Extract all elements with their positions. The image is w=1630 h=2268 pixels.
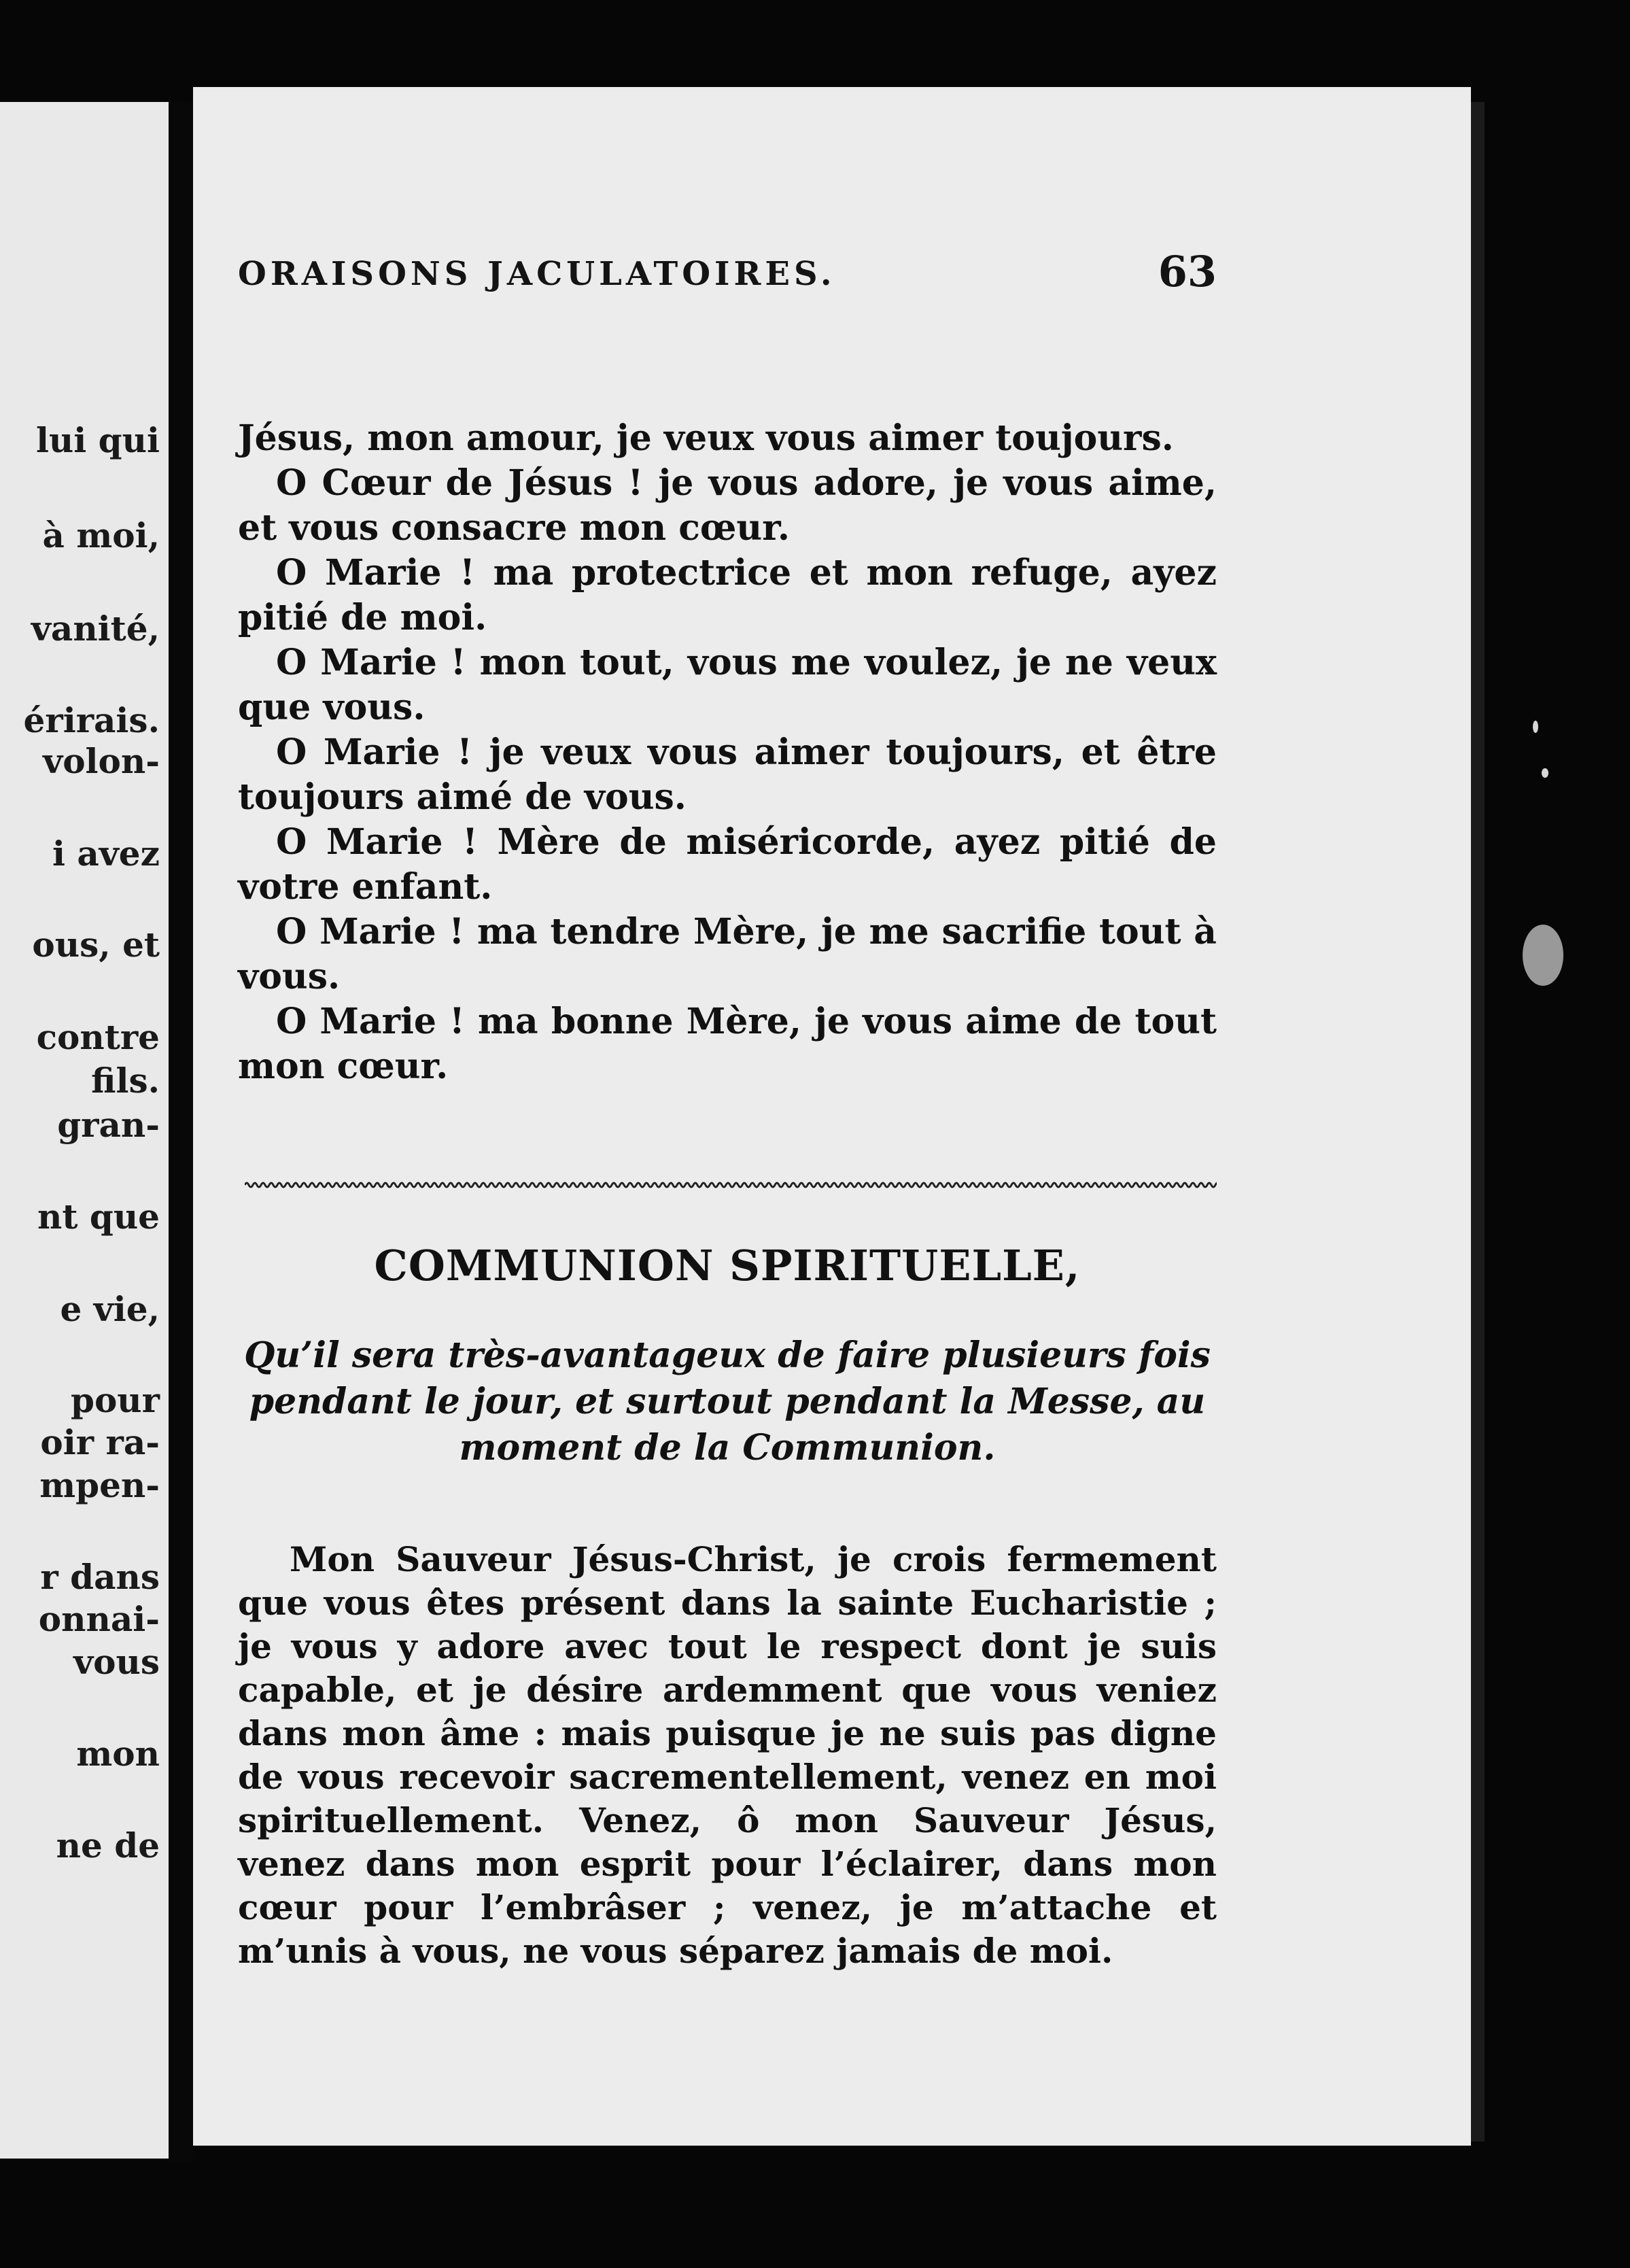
facing-page-line: e vie, [60,1289,160,1329]
facing-page-line: ous, et [32,925,160,965]
prayer-text: Mon Sauveur Jésus-Christ, je crois fermement que vous êtes présent dans la sainte Eucharistie ; je vous y adore avec tout le respect dont je suis capable, et je désire ardemment que vous veniez dans mon âme : mais puisque je ne suis pas digne de vous recevoir sacrementellement, venez en moi spirituellement. Venez, ô mon Sauveur Jésus, venez dans mon esprit pour l’éclairer, dans mon cœur pour l’embrâser ; venez, je m’attache et m’unis à vous, ne vous séparez jamais de moi. [238,1539,1217,1971]
facing-page-line: oir ra- [40,1422,160,1462]
facing-page-line: mon [76,1734,160,1774]
paper-speck [1533,721,1538,733]
ejaculation-1: Jésus, mon amour, je veux vous aimer toujours. [238,417,1174,459]
ejaculation-4: O Marie ! mon tout, vous me voulez, je ne veux que vous. [238,642,1217,728]
ejaculation-3: O Marie ! ma protectrice et mon refuge, ayez pitié de moi. [238,552,1217,638]
wavy-divider [245,1180,1217,1190]
running-head [238,241,1217,303]
facing-page-line: onnai- [38,1599,160,1639]
facing-page-line: vanité, [31,608,160,649]
facing-page-line: volon- [43,741,160,781]
facing-page-line: nt que [37,1197,160,1237]
facing-page-line: lui qui [35,420,160,460]
facing-page-line: gran- [57,1105,160,1145]
paper-speck [1542,768,1548,778]
facing-page-line: fils. [91,1061,160,1101]
facing-page-line: r dans [40,1557,160,1597]
section-subtitle: Qu’il sera très-avantageux de faire plusieurs fois pendant le jour, et surtout pendant la Messe, au moment de la Communion. [244,1335,1211,1468]
facing-page-line: à moi, [42,515,160,555]
facing-page-line: vous [73,1642,160,1682]
facing-page-line: contre [36,1017,160,1057]
facing-page-fragment [0,102,169,2159]
running-head-title: ORAISONS JACULATOIRES. [238,255,836,293]
facing-page-line: érirais. [23,700,160,740]
facing-page-line: i avez [52,834,160,874]
ejaculation-7: O Marie ! ma tendre Mère, je me sacrifie tout à vous. [238,911,1217,997]
page-number: 63 [1158,247,1217,296]
ejaculation-2: O Cœur de Jésus ! je vous adore, je vous aime, et vous consacre mon cœur. [238,462,1217,549]
ejaculation-6: O Marie ! Mère de miséricorde, ayez pitié de votre enfant. [238,821,1217,908]
section-title: COMMUNION SPIRITUELLE, [374,1241,1081,1290]
facing-page-line: ne de [56,1825,160,1866]
book-gutter [169,102,193,2162]
facing-page-line: mpen- [39,1465,160,1505]
paper-speck [1523,925,1563,986]
ejaculation-8: O Marie ! ma bonne Mère, je vous aime de tout mon cœur. [238,1001,1217,1087]
ejaculation-5: O Marie ! je veux vous aimer toujours, et être toujours aimé de vous. [238,732,1217,818]
page-edge [1471,102,1485,2142]
facing-page-line: pour [70,1380,160,1420]
